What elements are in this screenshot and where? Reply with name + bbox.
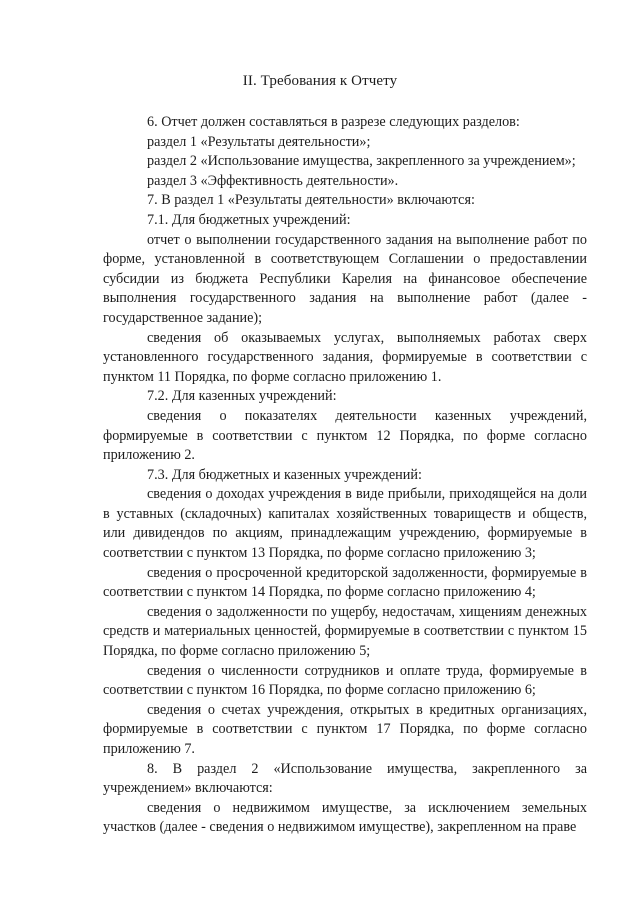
paragraph-real-estate-info: сведения о недвижимом имуществе, за исключением земельных участков (далее - сведения о недвижимом имуществе), закрепленном на праве	[103, 799, 587, 836]
document-body	[103, 113, 587, 838]
paragraph-item-7: 7. В раздел 1 «Результаты деятельности» включаются:	[147, 192, 475, 209]
paragraph-accounts-info: сведения о счетах учреждения, открытых в кредитных организациях, формируемые в соответствии с пунктом 17 Порядка, по форме согласно приложению 7.	[103, 701, 587, 757]
paragraph-item-8: 8. В раздел 2 «Использование имущества, закрепленного за учреждением» включаются:	[103, 760, 587, 797]
paragraph-damage-debt-info: сведения о задолженности по ущербу, недостачам, хищениям денежных средств и материальных ценностей, формируемые в соответствии с пунктом 15 Порядка, по форме согласно приложению 5;	[103, 603, 587, 660]
paragraph-section-3: раздел 3 «Эффективность деятельности».	[147, 172, 399, 189]
paragraph-staff-info: сведения о численности сотрудников и оплате труда, формируемые в соответствии с пунктом 16 Порядка, по форме согласно приложению 6;	[103, 662, 587, 699]
paragraph-item-7-2: 7.2. Для казенных учреждений:	[147, 388, 337, 405]
paragraph-section-2: раздел 2 «Использование имущества, закрепленного за учреждением»;	[147, 153, 576, 170]
paragraph-state-task-report: отчет о выполнении государственного задания на выполнение работ по форме, установленной в соответствующем Соглашении о предоставлении субсидии из бюджета Республики Карелия на финансовое обеспечение выполнения государственного задания на выполнение работ (далее - государственное задание);	[103, 231, 587, 326]
paragraph-item-7-3: 7.3. Для бюджетных и казенных учреждений:	[147, 466, 422, 483]
paragraph-state-institution-indicators: сведения о показателях деятельности казенных учреждений, формируемые в соответствии с пунктом 12 Порядка, по форме согласно приложению 2.	[103, 407, 587, 464]
paragraph-income-info: сведения о доходах учреждения в виде прибыли, приходящейся на доли в уставных (складочных) капиталах хозяйственных товариществ и обществ, или дивидендов по акциям, принадлежащим учреждению, формируемые в соответствии с пунктом 13 Порядка, по форме согласно приложению 3;	[103, 486, 587, 562]
paragraph-item-7-1: 7.1. Для бюджетных учреждений:	[147, 211, 351, 228]
paragraph-section-1: раздел 1 «Результаты деятельности»;	[147, 133, 371, 150]
section-heading: II. Требования к Отчету	[242, 73, 398, 89]
paragraph-overdue-debt-info: сведения о просроченной кредиторской задолженности, формируемые в соответствии с пунктом 14 Порядка, по форме согласно приложению 4;	[103, 564, 587, 601]
paragraph-services-over-task: сведения об оказываемых услугах, выполняемых работах сверх установленного государственного задания, формируемые в соответствии с пунктом 11 Порядка, по форме согласно приложению 1.	[103, 329, 587, 385]
paragraph-item-6: 6. Отчет должен составляться в разрезе следующих разделов:	[147, 114, 520, 130]
